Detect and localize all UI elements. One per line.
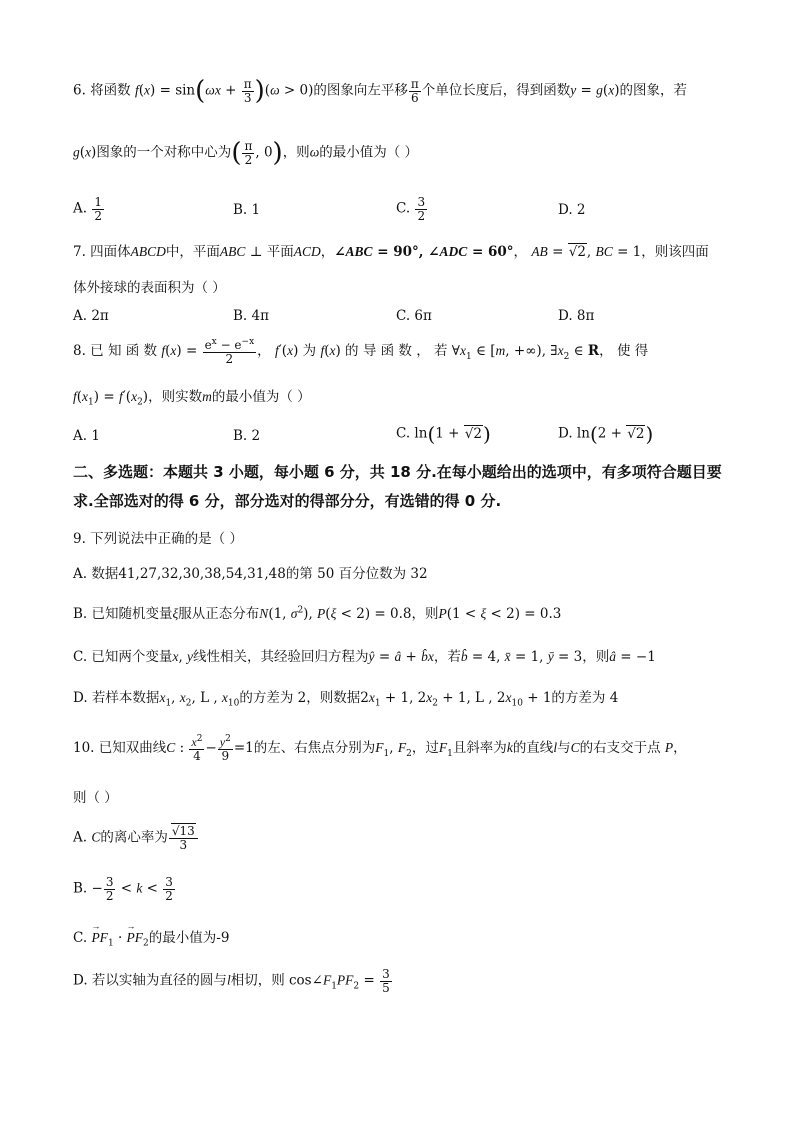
q6-line1: 6. 将函数 f(x) = sin(ωx + $\frac{\pi}{3}$ )(ω > 0)的图象向左平移 $\frac{\pi}{6}$ 个单位长度后，得到函数y = g(x)的图象，若 [73, 76, 687, 107]
q10-option-a[interactable]: A. C的离心率为 $\frac{√13}{3}$ [73, 825, 199, 851]
q6-text: 的图象，若 [619, 82, 687, 99]
q9-option-a[interactable]: A. 数据41,27,32,30,38,54,31,48的第 50 百分位数为 32 [73, 566, 428, 582]
q6-text: 个单位长度后，得到函数 [421, 82, 571, 99]
q6-options [73, 196, 723, 226]
q7-option-a[interactable]: A. 2π [73, 308, 109, 324]
q8-option-a[interactable]: A. 1 [73, 428, 100, 444]
q8-option-b[interactable]: B. 2 [233, 428, 261, 444]
q8-option-c[interactable]: C. ln(1 + √2) [396, 422, 491, 446]
q7-option-c[interactable]: C. 6π [396, 308, 432, 324]
q8-options [73, 424, 723, 448]
q9-option-d[interactable]: D. 若样本数据$x_1$, $x_2$, L , $x_{10}$的方差为 2，则数据$2x_1 + 1$, $2x_2 + 1$, L , $2x_{10} + 1$的方差为 4 [73, 690, 619, 709]
q6-text: ，则 [282, 144, 310, 161]
q9-option-b[interactable]: B. 已知随机变量ξ服从正态分布N(1, $\sigma^2$), P(ξ < 2) = 0.8，则P(1 < ξ < 2) = 0.3 [73, 605, 562, 622]
q6-text: 图象的一个对称中心为 [96, 144, 232, 161]
q6-option-c[interactable]: C. $\frac{3}{2}$ [396, 195, 426, 223]
q10-line2: 则（ ） [73, 790, 118, 806]
section-heading: 二、多选题：本题共 3 小题，每小题 6 分，共 18 分.在每小题给出的选项中，有多项符合题目要求.全部选对的得 6 分，部分选对的得部分分，有选错的得 0 分. [73, 463, 722, 510]
q6-text: 6. 将函数 [73, 82, 131, 99]
q10-option-c[interactable]: C. → $PF_1$ · → $PF_2$的最小值为-9 [73, 926, 229, 949]
q6-text: 的图象向左平移 [313, 82, 408, 99]
q10-line1: 10. 已知双曲线C : $\frac{x^2}{4}$ − $\frac{y^2}{9}$ =1的左、右焦点分别为$F_1$, $F_2$，过$F_1$且斜率为k的直线l与C的右支交于点 P， [73, 734, 687, 763]
q6-option-d[interactable]: D. 2 [558, 202, 586, 218]
q7-options [73, 308, 723, 330]
q9-option-c[interactable]: C. 已知两个变量x, y线性相关，其经验回归方程为ŷ = â + b̂x，若b̂ = 4, x̄ = 1, ȳ = 3，则â = −1 [73, 649, 656, 665]
q8-option-d[interactable]: D. ln(2 + √2) [558, 422, 654, 446]
q10-option-d[interactable]: D. 若以实轴为直径的圆与l相切，则 $\cos\angle F_1PF_2$ = $\frac{3}{5}$ [73, 967, 390, 995]
q7-line1: 7. 四面体ABCD中，平面ABC ⊥ 平面ACD，∠ABC = 90°, ∠ADC = 60°， AB = √2, BC = 1，则该四面 [73, 244, 709, 260]
q8-line2: $f(x_1) = f'(x_2)$，则实数m的最小值为（ ） [73, 389, 311, 408]
q7-option-d[interactable]: D. 8π [558, 308, 595, 324]
q7-option-b[interactable]: B. 4π [233, 308, 269, 324]
q9-stem: 9. 下列说法中正确的是（ ） [73, 531, 243, 547]
q6-option-a[interactable]: A. $\frac{1}{2}$ [73, 195, 102, 223]
q7-line2: 体外接球的表面积为（ ） [73, 280, 226, 296]
q6-line2: g(x)图象的一个对称中心为( $\frac{\pi}{2}$ , 0)，则ω的最小值为（ ） [73, 138, 419, 169]
q8-line1: 8. 已 知 函 数 f(x) = $\frac{e^x - e^{-x}}{2}$ ， f′(x) 为 f(x) 的 导 函 数 ， 若 $\forall x_1$ ∈ [m, +∞), $\exists x_2$ ∈ R， 使 得 [73, 337, 649, 366]
q10-option-b[interactable]: B. − $\frac{3}{2}$ < k < $\frac{3}{2}$ [73, 875, 173, 903]
q6-text: 的最小值为（ ） [319, 144, 419, 161]
q6-option-b[interactable]: B. 1 [233, 202, 261, 218]
